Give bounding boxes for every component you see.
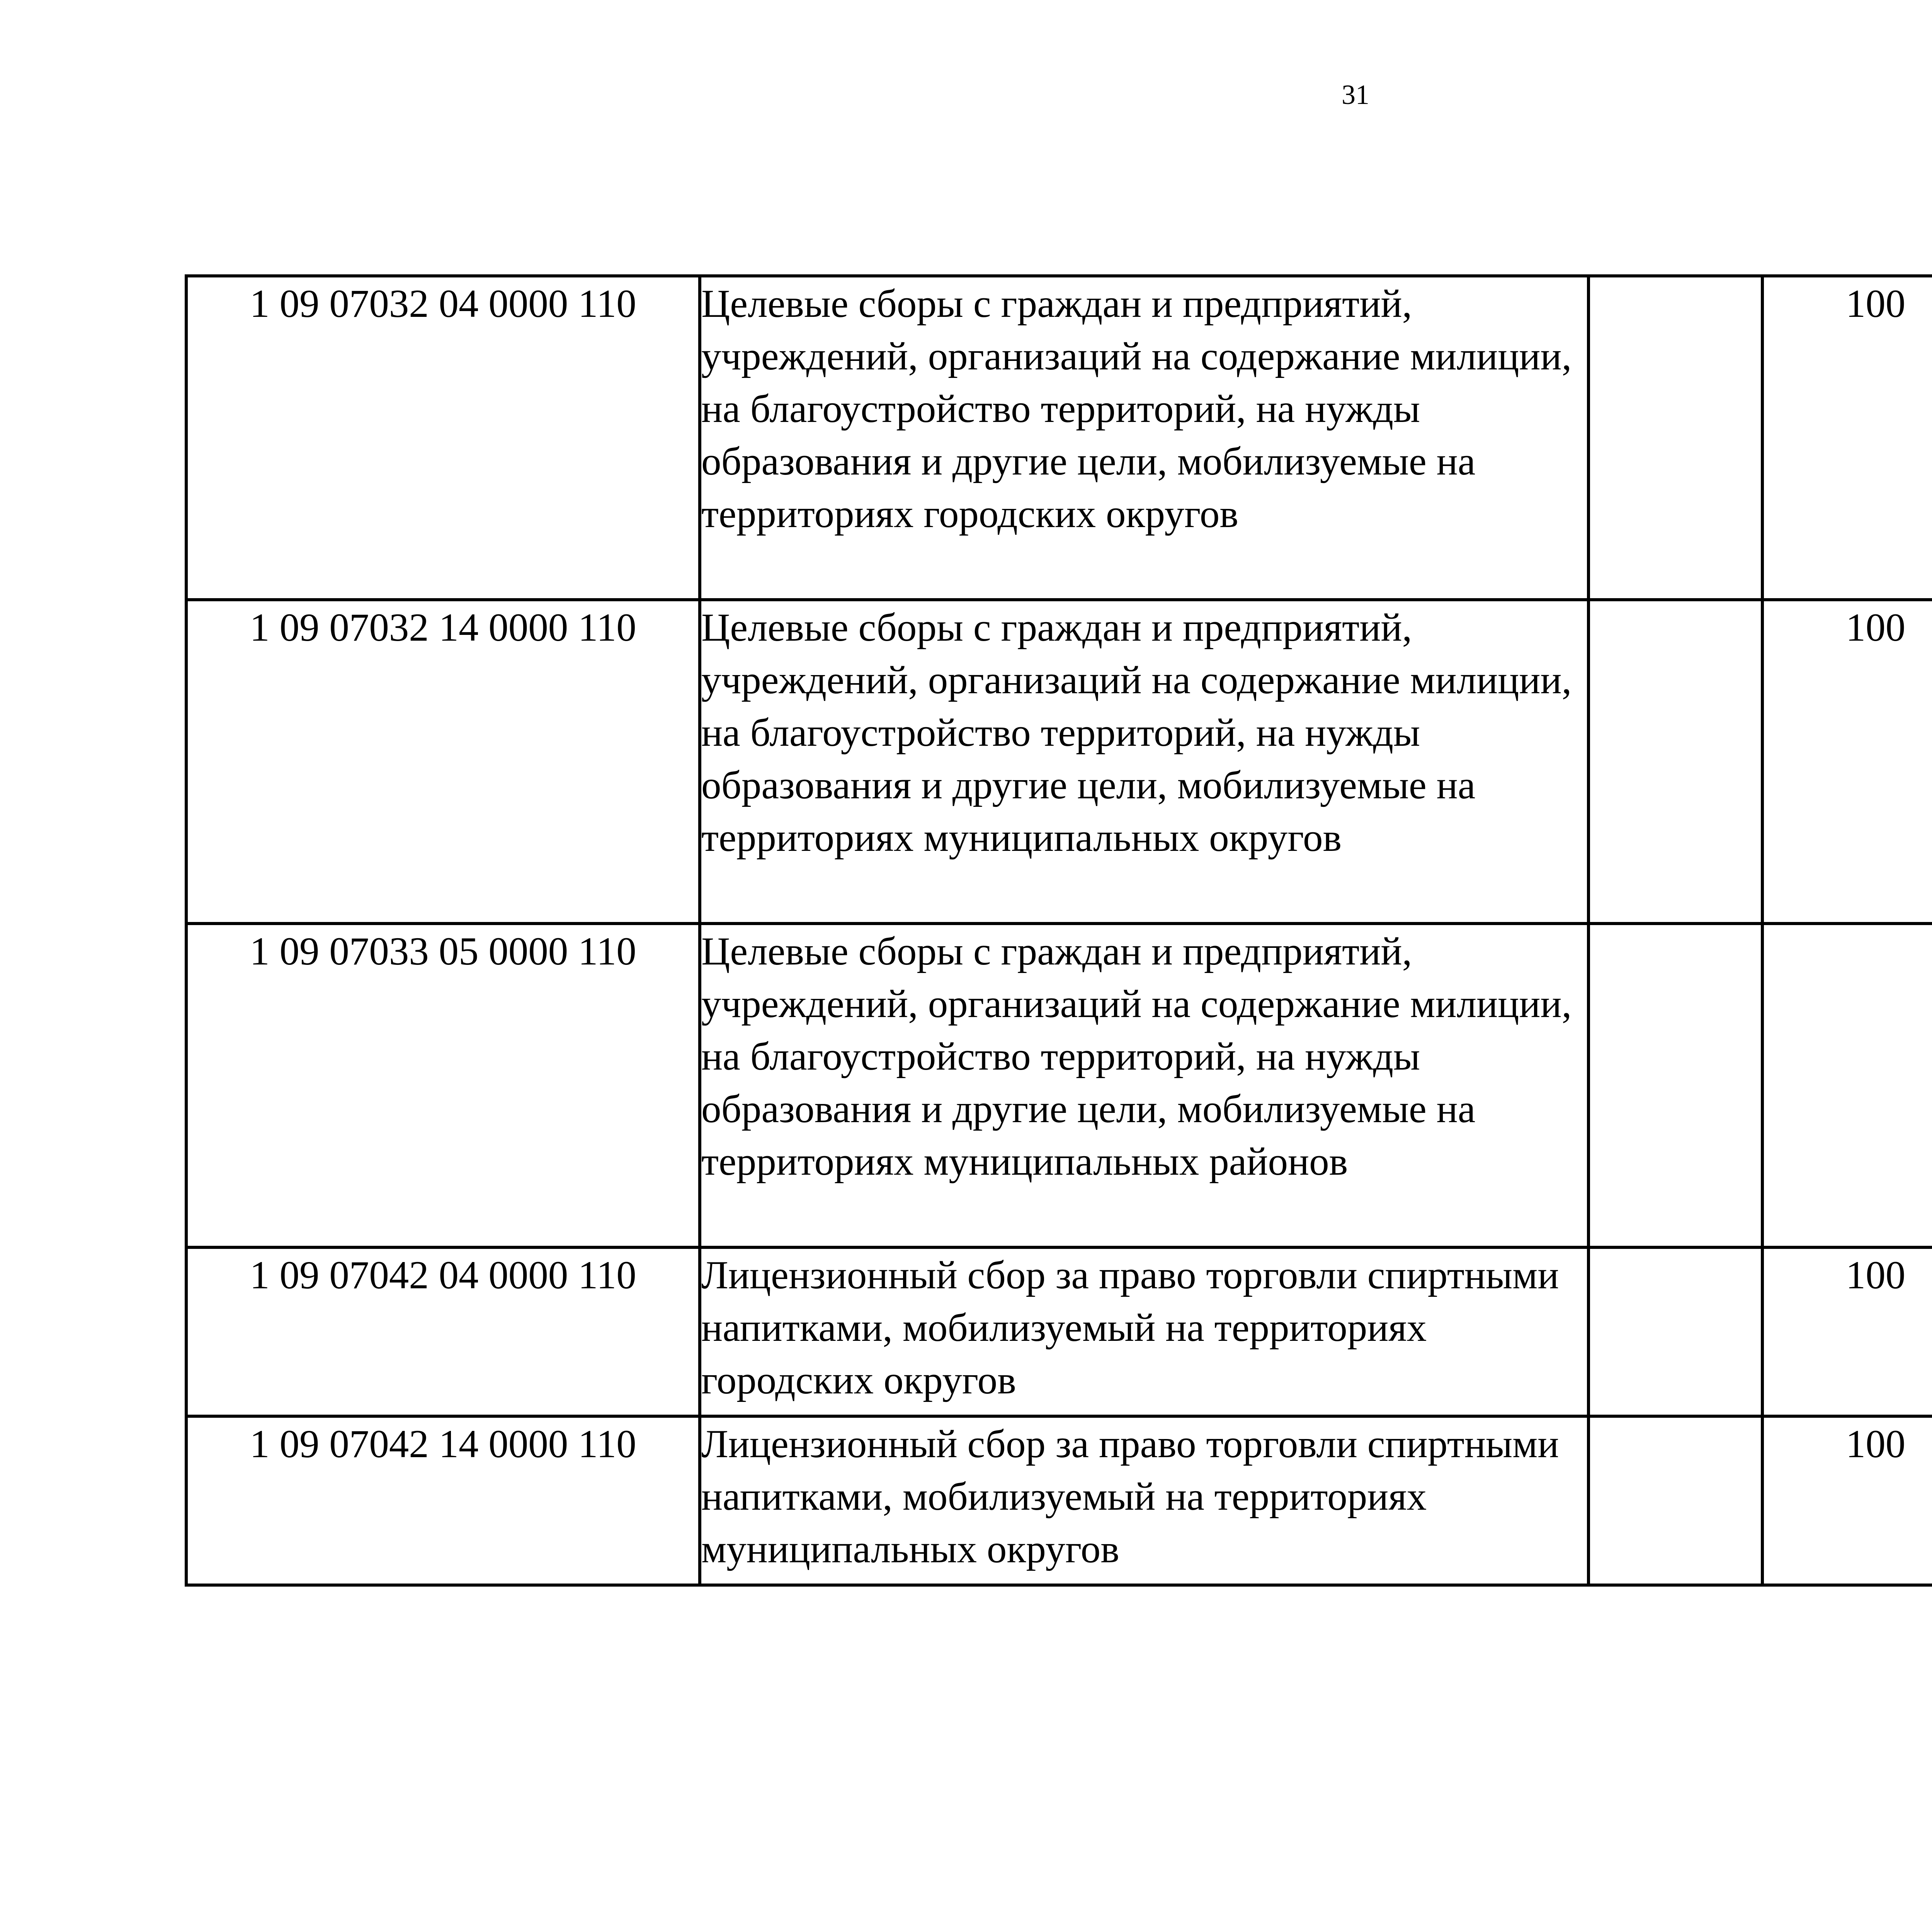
value-cell-1 [1588, 1416, 1762, 1585]
value-cell-1 [1588, 924, 1762, 1247]
revenue-code-cell: 1 09 07032 04 0000 110 [186, 276, 700, 600]
table-row [186, 600, 1932, 924]
value-cell-1 [1588, 276, 1762, 600]
revenue-description-cell: Лицензионный сбор за право торговли спиртными напитками, мобилизуемый на территориях городских округов [700, 1247, 1588, 1416]
revenue-description-cell: Целевые сборы с граждан и предприятий, учреждений, организаций на содержание милиции, на благоустройство территорий, на нужды образования и другие цели, мобилизуемые на территориях муниципальных районов [700, 924, 1588, 1247]
value-cell-1 [1588, 1247, 1762, 1416]
revenue-code-cell: 1 09 07042 04 0000 110 [186, 1247, 700, 1416]
table-row [186, 276, 1932, 600]
table-row [186, 1247, 1932, 1416]
revenue-code-cell: 1 09 07042 14 0000 110 [186, 1416, 700, 1585]
value-cell-2: 100 [1762, 600, 1932, 924]
revenue-description-cell: Лицензионный сбор за право торговли спиртными напитками, мобилизуемый на территориях муниципальных округов [700, 1416, 1588, 1585]
value-cell-2: 100 [1762, 1416, 1932, 1585]
value-cell-2 [1762, 924, 1932, 1247]
value-cell-1 [1588, 600, 1762, 924]
table-row [186, 924, 1932, 1247]
value-cell-2: 100 [1762, 276, 1932, 600]
table-row [186, 1416, 1932, 1585]
page-number: 31 [1342, 79, 1369, 110]
revenue-description-cell: Целевые сборы с граждан и предприятий, учреждений, организаций на содержание милиции, на благоустройство территорий, на нужды образования и другие цели, мобилизуемые на территориях муниципальных округов [700, 600, 1588, 924]
revenue-description-cell: Целевые сборы с граждан и предприятий, учреждений, организаций на содержание милиции, на благоустройство территорий, на нужды образования и другие цели, мобилизуемые на территориях городских округов [700, 276, 1588, 600]
revenue-code-cell: 1 09 07033 05 0000 110 [186, 924, 700, 1247]
value-cell-2: 100 [1762, 1247, 1932, 1416]
budget-revenue-table [185, 274, 1932, 1587]
revenue-code-cell: 1 09 07032 14 0000 110 [186, 600, 700, 924]
